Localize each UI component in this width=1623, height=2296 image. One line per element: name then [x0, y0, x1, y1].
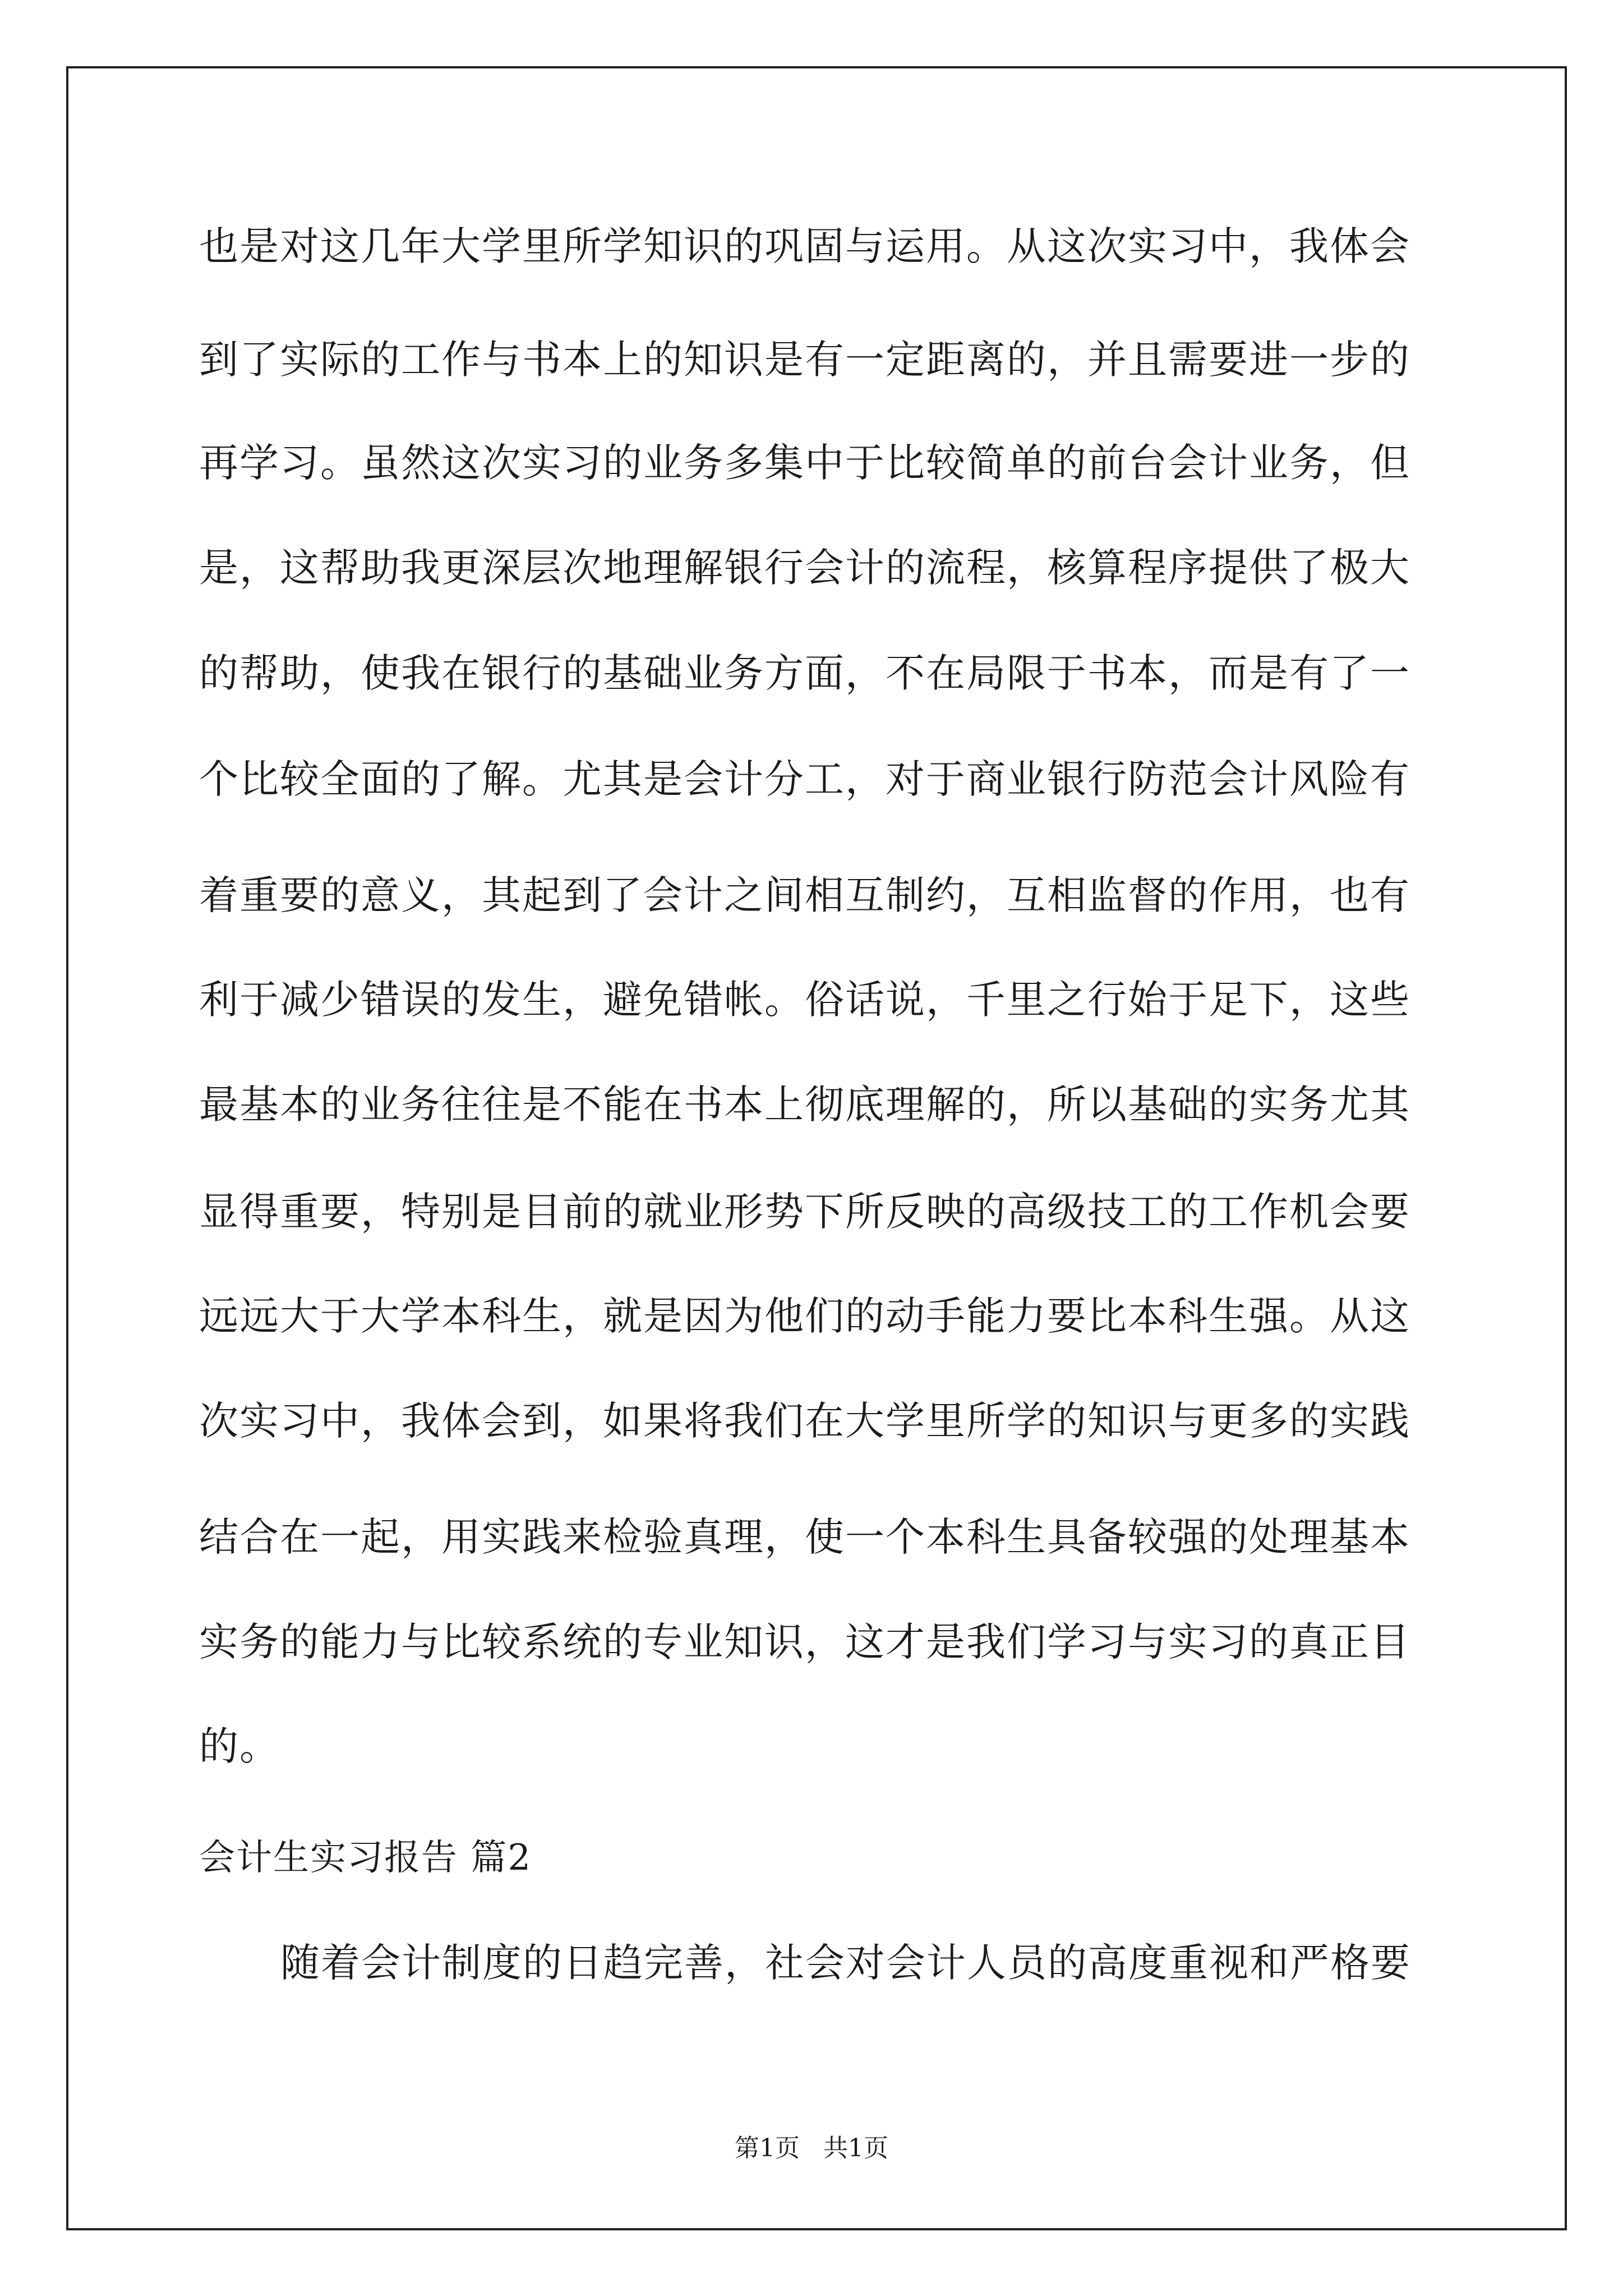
paragraph-line: 个比较全面的了解。尤其是会计分工，对于商业银行防范会计风险有 — [199, 756, 1410, 802]
paragraph-line: 最基本的业务往往是不能在书本上彻底理解的，所以基础的实务尤其 — [199, 1082, 1410, 1128]
paragraph-line: 到了实际的工作与书本上的知识是有一定距离的，并且需要进一步的 — [199, 337, 1410, 383]
paragraph-line: 远远大于大学本科生，就是因为他们的动手能力要比本科生强。从这 — [199, 1293, 1410, 1339]
paragraph-line: 实务的能力与比较系统的专业知识，这才是我们学习与实习的真正目 — [199, 1619, 1410, 1665]
paragraph-line: 结合在一起，用实践来检验真理，使一个本科生具备较强的处理基本 — [199, 1514, 1410, 1560]
page-border — [66, 66, 1567, 2230]
paragraph-line: 是，这帮助我更深层次地理解银行会计的流程，核算程序提供了极大 — [199, 545, 1410, 591]
paragraph-line: 再学习。虽然这次实习的业务多集中于比较简单的前台会计业务，但 — [199, 440, 1410, 486]
paragraph-line: 利于减少错误的发生，避免错帐。俗话说，千里之行始于足下，这些 — [199, 977, 1410, 1023]
paragraph-line: 显得重要，特别是目前的就业形势下所反映的高级技工的工作机会要 — [199, 1189, 1410, 1235]
paragraph-line: 也是对这几年大学里所学知识的巩固与运用。从这次实习中，我体会 — [199, 223, 1410, 269]
paragraph-line: 的。 — [199, 1723, 280, 1769]
paragraph-line: 随着会计制度的日趋完善，社会对会计人员的高度重视和严格要 — [280, 1940, 1411, 1986]
paragraph-line: 着重要的意义，其起到了会计之间相互制约，互相监督的作用，也有 — [199, 872, 1410, 918]
page-footer: 第1页 共1页 — [735, 2134, 888, 2162]
paragraph-line: 次实习中，我体会到，如果将我们在大学里所学的知识与更多的实践 — [199, 1398, 1410, 1444]
section-heading: 会计生实习报告 篇2 — [199, 1837, 532, 1879]
paragraph-line: 的帮助，使我在银行的基础业务方面，不在局限于书本，而是有了一 — [199, 650, 1410, 696]
